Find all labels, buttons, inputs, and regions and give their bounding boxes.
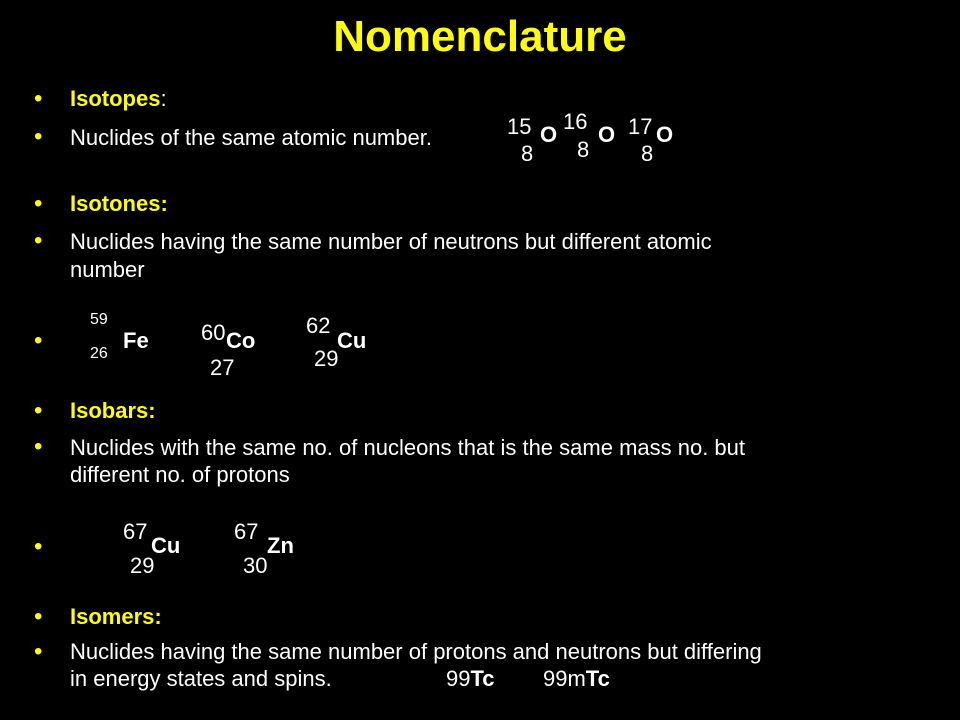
o17-mass-number: 17 xyxy=(628,114,653,139)
o16-atomic-number: 8 xyxy=(577,137,590,162)
tc99m-example xyxy=(543,665,610,693)
zn67-element-symbol: Zn xyxy=(267,533,294,558)
o16-mass-number: 16 xyxy=(563,109,588,134)
cu62-element-symbol: Cu xyxy=(337,328,367,353)
o16-element-symbol: O xyxy=(598,122,616,147)
bullet-isobars-examples: • xyxy=(34,533,43,560)
isobars-heading: Isobars: xyxy=(70,398,156,423)
cu62-mass-number: 62 xyxy=(306,313,331,338)
o15-mass-number: 15 xyxy=(507,114,532,139)
co60-atomic-number: 27 xyxy=(210,355,235,380)
isotopes-heading-label: Isotopes xyxy=(70,86,161,111)
tc99-example xyxy=(446,665,495,693)
bullet-isotopes: • xyxy=(34,85,43,112)
fe59-atomic-number: 26 xyxy=(90,345,108,362)
isotones-definition-line1: Nuclides having the same number of neutrons but different atomic xyxy=(70,229,712,254)
tc99-mass-number: 99 xyxy=(446,666,471,691)
slide-title: Nomenclature xyxy=(333,12,627,61)
isotopes-definition: Nuclides of the same atomic number. xyxy=(70,125,432,150)
isomers-definition-line1: Nuclides having the same number of protons and neutrons but differing xyxy=(70,639,762,664)
o15-element-symbol: O xyxy=(540,122,558,147)
cu62-atomic-number: 29 xyxy=(314,346,339,371)
co60-mass-number: 60 xyxy=(201,320,226,345)
cu67-mass-number: 67 xyxy=(123,519,148,544)
zn67-atomic-number: 30 xyxy=(243,553,268,578)
isobars-definition-line1: Nuclides with the same no. of nucleons that is the same mass no. but xyxy=(70,435,746,460)
tc99m-element-symbol: Tc xyxy=(585,666,610,691)
o17-element-symbol: O xyxy=(656,122,674,147)
bullet-isotones: • xyxy=(34,190,43,217)
bullet-isotones-definition: • xyxy=(34,227,43,254)
isotones-heading: Isotones: xyxy=(70,191,168,216)
isomers-heading: Isomers: xyxy=(70,604,162,629)
bullet-isotopes-definition: • xyxy=(34,123,43,150)
bullet-isobars: • xyxy=(34,397,43,424)
fe59-element-symbol: Fe xyxy=(123,328,149,353)
isobars-definition-line2: different no. of protons xyxy=(70,462,290,487)
isotopes-heading-colon: : xyxy=(160,86,167,111)
bullet-isomers: • xyxy=(34,603,43,630)
isotopes-heading xyxy=(70,86,167,112)
isomers-definition-line2: in energy states and spins. xyxy=(70,666,332,691)
co60-element-symbol: Co xyxy=(226,328,256,353)
bullet-isotones-examples: • xyxy=(34,327,43,354)
o15-atomic-number: 8 xyxy=(521,141,534,166)
cu67-element-symbol: Cu xyxy=(151,533,181,558)
bullet-isomers-definition: • xyxy=(34,638,43,665)
tc99-element-symbol: Tc xyxy=(470,666,495,691)
isotones-definition-line2: number xyxy=(70,257,145,282)
o17-atomic-number: 8 xyxy=(641,141,654,166)
fe59-mass-number: 59 xyxy=(90,311,108,328)
cu67-atomic-number: 29 xyxy=(130,553,155,578)
bullet-isobars-definition: • xyxy=(34,433,43,460)
zn67-mass-number: 67 xyxy=(234,519,259,544)
tc99m-mass-number: 99m xyxy=(543,666,586,691)
